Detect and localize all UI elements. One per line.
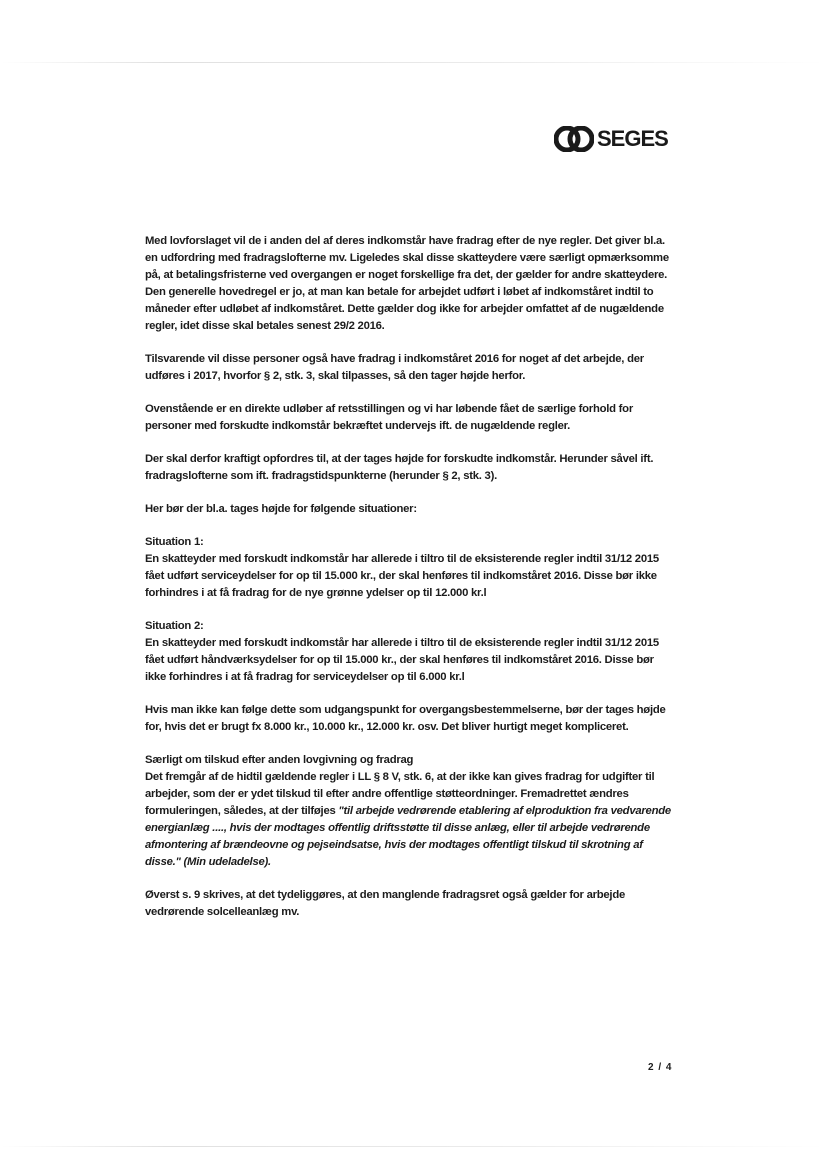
seges-logo bbox=[554, 124, 668, 154]
situation-2 bbox=[145, 618, 673, 686]
scan-edge-bottom bbox=[0, 1146, 828, 1147]
paragraph-recommendation: Der skal derfor kraftigt opfordres til, at der tages højde for forskudte indkomstår. Herunder såvel ift. fradragslofterne som ift. fradragstidspunkterne (herunder § 2, stk. 3). bbox=[145, 453, 654, 482]
scan-edge-top bbox=[0, 62, 828, 63]
situation-1 bbox=[145, 534, 673, 602]
paragraph-complexity: Hvis man ikke kan følge dette som udgangspunkt for overgangsbestemmelserne, bør der tages højde for, hvis det er brugt fx 8.000 kr., 10.000 kr., 12.000 kr. osv. Det bliver hurtigt meget kompliceret. bbox=[145, 704, 666, 733]
page-number: 2 / 4 bbox=[648, 1062, 673, 1073]
paragraph-consequence: Ovenstående er en direkte udløber af retsstillingen og vi har løbende fået de særlige forhold for personer med forskudte indkomstår bekræftet undervejs ift. de nugældende regler. bbox=[145, 403, 633, 432]
seges-logo-mark-icon bbox=[554, 126, 594, 152]
section-subsidies bbox=[145, 752, 673, 871]
section-subsidies-body: Det fremgår af de hidtil gældende regler i LL § 8 V, stk. 6, at der ikke kan gives fradrag for udgifter til arbejder, som der er ydet tilskud til efter andre offentlige støtteordninger. Fremadrettet ændres formuleringen, således, at der tilføjes bbox=[145, 771, 655, 817]
section-subsidies-heading: Særligt om tilskud efter anden lovgivning og fradrag bbox=[145, 754, 414, 766]
situation-1-heading: Situation 1: bbox=[145, 536, 204, 548]
situation-1-body: En skatteyder med forskudt indkomstår har allerede i tiltro til de eksisterende regler indtil 31/12 2015 fået udført serviceydelser for op til 15.000 kr., der skal henføres til indkomståret 2016. Disse bør ikke forhindres i at få fradrag for de nye grønne ydelser op til 12.000 kr.l bbox=[145, 553, 659, 599]
section-subsidies-quote: "til arbejde vedrørende etablering af elproduktion fra vedvarende energianlæg ...., hvis der modtages offentlig driftsstøtte til disse anlæg, eller til arbejde vedrørende afmontering af brændeovne og pejseindsatse, hvis der modtages offentligt tilskud til skrotning af disse." (Min udeladelse). bbox=[145, 805, 671, 868]
situation-2-heading: Situation 2: bbox=[145, 620, 204, 632]
paragraph-solar: Øverst s. 9 skrives, at det tydeliggøres, at den manglende fradragsret også gælder for arbejde vedrørende solcelleanlæg mv. bbox=[145, 889, 626, 918]
situation-2-body: En skatteyder med forskudt indkomstår har allerede i tiltro til de eksisterende regler indtil 31/12 2015 fået udført håndværksydelser for op til 15.000 kr., der skal henføres til indkomståret 2016. Disse bør ikke forhindres i at få fradrag for serviceydelser op til 6.000 kr.l bbox=[145, 637, 659, 683]
paragraph-2016-deduction: Tilsvarende vil disse personer også have fradrag i indkomståret 2016 for noget af det arbejde, der udføres i 2017, hvorfor § 2, stk. 3, skal tilpasses, så den tager højde herfor. bbox=[145, 353, 644, 382]
paragraph-situations-intro: Her bør der bl.a. tages højde for følgende situationer: bbox=[145, 503, 417, 515]
seges-logo-text: SEGES bbox=[597, 126, 668, 151]
document-body bbox=[145, 233, 673, 921]
paragraph-intro: Med lovforslaget vil de i anden del af deres indkomstår have fradrag efter de nye regler. Det giver bl.a. en udfordring med fradragslofterne mv. Ligeledes skal disse skatteydere være særligt opmærksomme på, at betalingsfristerne ved overgangen er noget forskellige fra det, der gælder for andre skatteydere. Den generelle hovedregel er jo, at man kan betale for arbejdet udført i løbet af indkomståret indtil to måneder efter udløbet af indkomståret. Dette gælder dog ikke for arbejder omfattet af de nugældende regler, idet disse skal betales senest 29/2 2016. bbox=[145, 235, 669, 332]
